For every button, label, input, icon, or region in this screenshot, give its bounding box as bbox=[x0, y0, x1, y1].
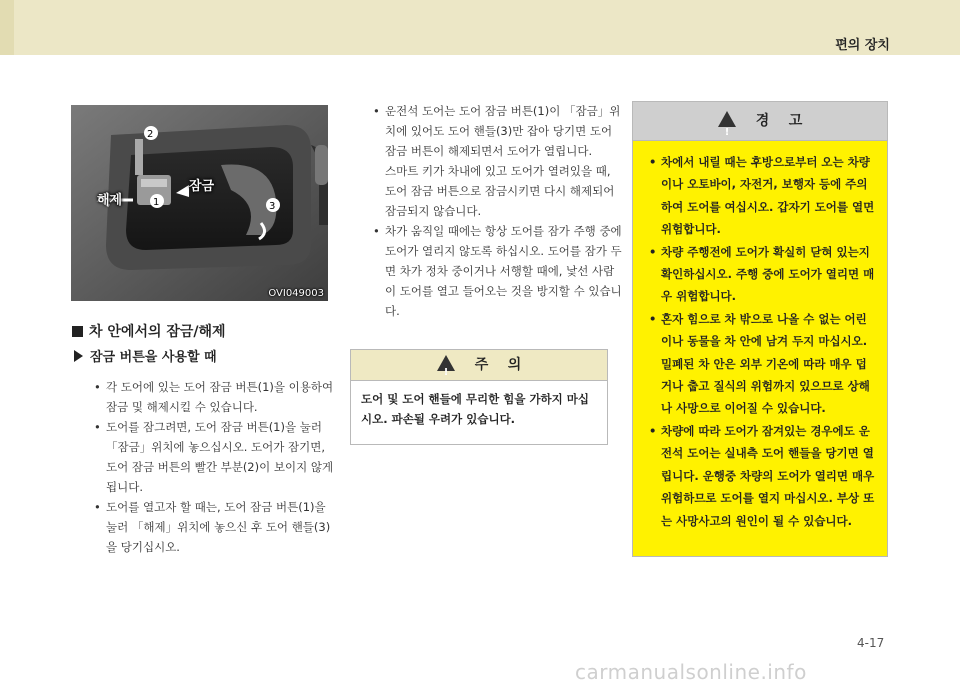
caution-box bbox=[350, 349, 608, 445]
lock-button-instructions bbox=[90, 377, 336, 557]
list-item: • 각 도어에 있는 도어 잠금 버튼(1)을 이용하여 잠금 및 해제시킬 수 있습니다. bbox=[90, 377, 336, 417]
header-bar bbox=[0, 0, 960, 55]
warning-triangle-icon: ! bbox=[437, 355, 455, 371]
subsection-title: 잠금 버튼을 사용할 때 bbox=[74, 346, 217, 365]
list-item: • 차량 주행전에 도어가 확실히 닫혀 있는지 확인하십시오. 주행 중에 도어가 열리면 매우 위험합니다. bbox=[645, 241, 877, 308]
header-accent bbox=[0, 0, 14, 55]
lock-label: 잠금 bbox=[189, 179, 215, 194]
list-item: • 도어를 열고자 할 때는, 도어 잠금 버튼(1)을 눌러 「해제」위치에 놓으신 후 도어 핸들(3)을 당기십시오. bbox=[90, 497, 336, 557]
list-item: • 차에서 내릴 때는 후방으로부터 오는 차량이나 오토바이, 자전거, 보행자 등에 주의하여 도어를 여십시오. 갑자기 도어를 열면 위험합니다. bbox=[645, 151, 877, 241]
door-lock-photo bbox=[71, 105, 328, 301]
caution-title: 주 의 bbox=[474, 357, 522, 373]
caution-header bbox=[351, 350, 607, 381]
callout-3: 3 bbox=[269, 201, 276, 212]
page-number: 4-17 bbox=[857, 636, 885, 650]
release-label: 해제 bbox=[97, 193, 123, 208]
list-item: • 운전석 도어는 도어 잠금 버튼(1)이 「잠금」위치에 있어도 도어 핸들(3)만 잡아 당기면 도어 잠금 버튼이 해제되면서 도어가 열립니다. bbox=[369, 101, 623, 161]
caution-text: 도어 및 도어 핸들에 무리한 힘을 가하지 마십시오. 파손될 우려가 있습니다. bbox=[361, 392, 589, 426]
section-title: 차 안에서의 잠금/해제 bbox=[72, 321, 226, 341]
callout-1: 1 bbox=[153, 197, 160, 208]
triangle-right-icon bbox=[74, 350, 83, 362]
list-item: • 도어를 잠그려면, 도어 잠금 버튼(1)을 눌러 「잠금」위치에 놓으십시오. 도어가 잠기면, 도어 잠금 버튼의 빨간 부분(2)이 보이지 않게 됩니다. bbox=[90, 417, 336, 497]
warning-header bbox=[633, 102, 887, 141]
chapter-title: 편의 장치 bbox=[835, 38, 890, 53]
warning-title: 경 고 bbox=[755, 113, 803, 129]
list-item-continuation: 스마트 키가 차내에 있고 도어가 열려있을 때, 도어 잠금 버튼으로 잠금시키면 다시 해제되어 잠금되지 않습니다. bbox=[385, 164, 615, 218]
square-bullet-icon bbox=[72, 326, 83, 337]
warning-list bbox=[633, 141, 887, 532]
list-item: • 차가 움직일 때에는 항상 도어를 잠가 주행 중에 도어가 열리지 않도록 하십시오. 도어를 잠가 두면 차가 정차 중이거나 서행할 때에, 낯선 사람이 도어를 열고 들어오는 것을 방지할 수 있습니다. bbox=[369, 221, 623, 321]
warning-box bbox=[632, 101, 888, 557]
list-item: • 차량에 따라 도어가 잠겨있는 경우에도 운전석 도어는 실내측 도어 핸들을 당기면 열립니다. 운행중 차량의 도어가 열리면 매우 위험하므로 도어를 열지 마십시오. 부상 또는 사망사고의 원인이 될 수 있습니다. bbox=[645, 420, 877, 532]
warning-triangle-icon: ! bbox=[718, 111, 736, 127]
photo-code: OVI049003 bbox=[268, 288, 324, 299]
list-item: • 혼자 힘으로 차 밖으로 나올 수 없는 어린이나 동물을 차 안에 남겨 두지 마십시오. 밀폐된 차 안은 외부 기온에 따라 매우 덥거나 춥고 질식의 위험까지 있으므로 상해나 사망으로 이어질 수 있습니다. bbox=[645, 308, 877, 420]
driver-door-notes bbox=[369, 101, 623, 321]
callout-2: 2 bbox=[147, 129, 154, 140]
watermark: carmanualsonline.info bbox=[575, 660, 807, 684]
